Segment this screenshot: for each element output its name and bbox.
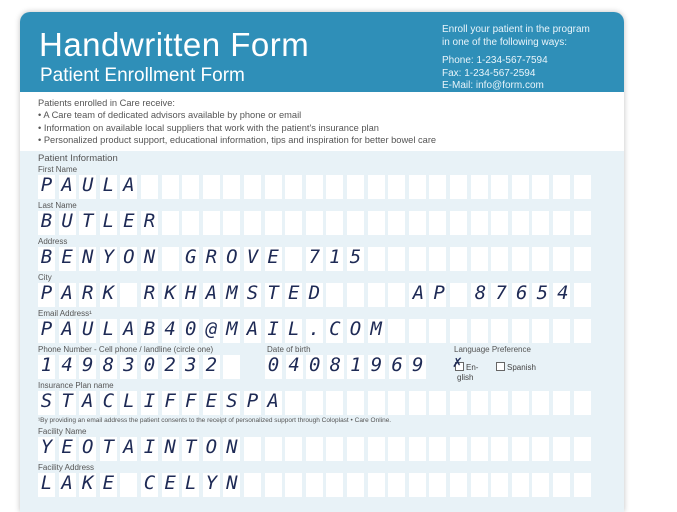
handwritten-char: I (267, 318, 279, 340)
letter-box[interactable] (553, 211, 570, 235)
handwritten-char: P (246, 390, 259, 412)
handwritten-char: Y (40, 436, 53, 458)
handwritten-char: 9 (411, 354, 424, 376)
letter-box[interactable] (450, 175, 467, 199)
letter-box[interactable] (368, 247, 385, 271)
letter-box[interactable] (120, 283, 137, 307)
handwritten-char: 1 (40, 354, 53, 376)
handwritten-char: 5 (536, 282, 549, 304)
handwritten-char: 5 (349, 246, 362, 268)
letter-box[interactable] (203, 175, 220, 199)
handwritten-char: E (267, 246, 279, 268)
handwritten-char: D (308, 282, 321, 304)
letter-box[interactable] (450, 247, 467, 271)
handwritten-char: 9 (81, 354, 94, 376)
letter-box[interactable] (471, 437, 488, 461)
handwritten-char: I (143, 436, 156, 458)
handwritten-char: 0 (184, 318, 197, 340)
handwritten-char: S (246, 282, 259, 304)
letter-box[interactable] (491, 319, 508, 343)
handwritten-char: A (267, 390, 279, 412)
handwritten-char: 1 (350, 354, 362, 376)
handwritten-char: B (40, 246, 53, 268)
letter-box[interactable] (244, 211, 261, 235)
handwritten-char: N (226, 472, 238, 494)
letter-box[interactable] (120, 473, 137, 497)
letter-box[interactable] (368, 473, 385, 497)
letter-box[interactable] (491, 175, 508, 199)
letter-box[interactable] (306, 211, 323, 235)
handwritten-char: T (102, 436, 115, 458)
letter-box[interactable] (553, 473, 570, 497)
letter-box[interactable] (285, 211, 302, 235)
handwritten-char: C (329, 318, 341, 340)
handwritten-char: E (61, 436, 73, 458)
letter-box[interactable] (450, 319, 467, 343)
handwritten-char: U (81, 174, 94, 196)
letter-box[interactable] (368, 175, 385, 199)
letter-box[interactable] (553, 175, 570, 199)
handwritten-char: 7 (495, 282, 507, 304)
letter-box[interactable] (368, 391, 385, 415)
letter-box[interactable] (471, 319, 488, 343)
section-title: Patient Information (38, 153, 118, 164)
letter-box[interactable] (409, 247, 426, 271)
handwritten-char: A (123, 174, 135, 196)
letter-box[interactable] (326, 437, 343, 461)
letter-box[interactable] (265, 473, 282, 497)
handwritten-char: M (226, 318, 238, 340)
letter-box[interactable] (285, 391, 302, 415)
contact-info (442, 24, 622, 93)
letter-box[interactable] (244, 473, 261, 497)
handwritten-char: T (61, 390, 73, 412)
handwritten-char: A (123, 436, 135, 458)
handwritten-char: V (246, 246, 259, 268)
city-label: City (38, 273, 52, 282)
dob-label: Date of birth (267, 345, 311, 354)
letter-box[interactable] (409, 437, 426, 461)
letter-box[interactable] (368, 437, 385, 461)
handwritten-char: . (308, 318, 321, 340)
letter-box[interactable] (574, 247, 591, 271)
handwritten-char: C (143, 472, 156, 494)
letter-box[interactable] (471, 247, 488, 271)
handwritten-char: S (40, 390, 53, 412)
handwritten-char: L (102, 210, 115, 232)
handwritten-char: L (123, 390, 135, 412)
letter-box[interactable] (182, 175, 199, 199)
letter-box[interactable] (285, 175, 302, 199)
handwritten-char: E (164, 472, 176, 494)
letter-box[interactable] (429, 391, 446, 415)
handwritten-char: O (349, 318, 362, 340)
handwritten-char: A (246, 318, 259, 340)
letter-box[interactable] (223, 211, 240, 235)
letter-box[interactable] (429, 473, 446, 497)
letter-box[interactable] (326, 211, 343, 235)
letter-box[interactable] (471, 391, 488, 415)
handwritten-char: O (123, 246, 135, 268)
letter-box[interactable] (512, 319, 529, 343)
handwritten-char: A (205, 282, 218, 304)
handwritten-char: B (40, 210, 53, 232)
check-x-icon: ✗ (452, 356, 463, 371)
contact-intro-line-2: in one of the following ways: (442, 36, 568, 48)
letter-box[interactable] (491, 437, 508, 461)
handwritten-char: P (40, 318, 53, 340)
letter-box[interactable] (532, 473, 549, 497)
letter-box[interactable] (574, 391, 591, 415)
email-footnote: ¹By providing an email address the patient consents to the receipt of personalized support through Coloplast • Care Online. (38, 417, 392, 424)
handwritten-char: A (61, 472, 73, 494)
letter-box[interactable] (450, 437, 467, 461)
letter-box[interactable] (223, 355, 240, 379)
letter-box[interactable] (347, 391, 364, 415)
enrollment-form (20, 12, 624, 512)
letter-box[interactable] (409, 211, 426, 235)
letter-box[interactable] (450, 473, 467, 497)
letter-box[interactable] (429, 319, 446, 343)
handwritten-char: N (81, 246, 94, 268)
handwritten-char: T (81, 210, 94, 232)
form-header (20, 12, 624, 92)
handwritten-char: A (412, 282, 425, 304)
email-label: Email Address¹ (38, 309, 92, 318)
handwritten-char: U (61, 210, 73, 232)
handwritten-char: L (40, 472, 53, 494)
letter-box[interactable] (429, 437, 446, 461)
letter-box[interactable] (491, 473, 508, 497)
letter-box[interactable] (574, 473, 591, 497)
last-name-label: Last Name (38, 201, 77, 210)
handwritten-char: N (143, 246, 156, 268)
benefit-item: • Personalized product support, educational information, tips and inspiration for better bowel care (38, 134, 437, 145)
first-name-label: First Name (38, 165, 78, 174)
letter-box[interactable] (471, 473, 488, 497)
handwritten-char: 6 (391, 354, 403, 376)
handwritten-char: R (143, 282, 156, 304)
letter-box[interactable] (347, 473, 364, 497)
handwritten-char: P (433, 282, 445, 304)
handwritten-char: A (81, 390, 94, 412)
handwritten-char: H (184, 282, 197, 304)
contact-fax: Fax: 1-234-567-2594 (442, 67, 536, 79)
handwritten-char: L (102, 318, 115, 340)
letter-box[interactable] (368, 283, 385, 307)
handwritten-char: R (205, 246, 218, 268)
handwritten-char: 1 (329, 246, 341, 268)
letter-box[interactable] (429, 211, 446, 235)
letter-box[interactable] (388, 283, 405, 307)
letter-box[interactable] (574, 175, 591, 199)
handwritten-char: @ (205, 318, 218, 340)
handwritten-char: L (184, 472, 197, 494)
handwritten-char: S (226, 390, 238, 412)
letter-box[interactable] (326, 473, 343, 497)
letter-box[interactable] (388, 175, 405, 199)
handwritten-char: E (287, 282, 300, 304)
letter-box[interactable] (532, 211, 549, 235)
letter-box[interactable] (574, 283, 591, 307)
handwritten-char: U (81, 318, 94, 340)
letter-box[interactable] (512, 473, 529, 497)
handwritten-char: 9 (370, 354, 383, 376)
letter-box[interactable] (306, 391, 323, 415)
handwritten-char: N (164, 436, 176, 458)
handwritten-char: 0 (143, 354, 156, 376)
handwritten-char: F (184, 390, 197, 412)
letter-box[interactable] (347, 437, 364, 461)
letter-box[interactable] (532, 319, 549, 343)
letter-box[interactable] (553, 247, 570, 271)
phone-label: Phone Number - Cell phone / landline (circle one) (38, 345, 214, 354)
letter-box[interactable] (471, 211, 488, 235)
letter-box[interactable] (471, 175, 488, 199)
handwritten-char: A (61, 318, 73, 340)
letter-box[interactable] (491, 211, 508, 235)
letter-box[interactable] (388, 437, 405, 461)
handwritten-char: 8 (474, 282, 487, 304)
letter-box[interactable] (450, 211, 467, 235)
letter-box[interactable] (409, 175, 426, 199)
letter-box[interactable] (388, 391, 405, 415)
letter-box[interactable] (265, 437, 282, 461)
letter-box[interactable] (265, 175, 282, 199)
letter-box[interactable] (553, 391, 570, 415)
handwritten-char: O (81, 436, 94, 458)
handwritten-char: T (267, 282, 279, 304)
letter-box[interactable] (574, 211, 591, 235)
handwritten-char: P (40, 282, 53, 304)
letter-box[interactable] (409, 473, 426, 497)
handwritten-char: E (61, 246, 73, 268)
handwritten-char: 3 (184, 354, 197, 376)
benefits-intro (38, 97, 436, 146)
handwritten-char: 7 (308, 246, 321, 268)
letter-box[interactable] (368, 211, 385, 235)
letter-box[interactable] (553, 437, 570, 461)
letter-box[interactable] (388, 247, 405, 271)
handwritten-char: 8 (329, 354, 342, 376)
address-label: Address (38, 237, 68, 246)
letter-box[interactable] (285, 473, 302, 497)
letter-box[interactable] (347, 175, 364, 199)
handwritten-char: E (205, 390, 218, 412)
letter-box[interactable] (203, 211, 220, 235)
handwritten-char: I (143, 390, 156, 412)
letter-box[interactable] (347, 211, 364, 235)
handwritten-char: A (61, 282, 73, 304)
handwritten-char: Y (102, 246, 115, 268)
letter-box[interactable] (326, 391, 343, 415)
handwritten-char: R (143, 210, 156, 232)
letter-box[interactable] (162, 211, 179, 235)
english-option-label: En- (466, 363, 479, 372)
handwritten-char: 4 (164, 318, 176, 340)
handwritten-char: E (123, 210, 135, 232)
letter-box[interactable] (162, 247, 179, 271)
letter-box[interactable] (285, 437, 302, 461)
letter-box[interactable] (265, 211, 282, 235)
handwritten-char: M (370, 318, 382, 340)
handwritten-char: A (61, 174, 73, 196)
letter-box[interactable] (141, 175, 158, 199)
handwritten-char: L (102, 174, 115, 196)
handwritten-char: K (164, 282, 176, 304)
handwritten-char: 4 (61, 354, 73, 376)
letter-box[interactable] (450, 391, 467, 415)
handwritten-char: E (102, 472, 115, 494)
benefit-item: • Information on available local suppliers that work with the patient's insurance plan (38, 122, 379, 133)
letter-box[interactable] (182, 211, 199, 235)
handwritten-char: T (184, 436, 197, 458)
handwritten-char: 0 (267, 354, 280, 376)
letter-box[interactable] (326, 283, 343, 307)
letter-box[interactable] (512, 247, 529, 271)
letter-box[interactable] (512, 175, 529, 199)
handwritten-char: Y (205, 472, 218, 494)
contact-intro-line-1: Enroll your patient in the program (442, 24, 590, 35)
language-label: Language Preference (454, 345, 531, 354)
handwritten-char: 4 (557, 282, 569, 304)
letter-box[interactable] (285, 247, 302, 271)
facility-name-label: Facility Name (38, 427, 87, 436)
letter-box[interactable] (553, 319, 570, 343)
letter-box[interactable] (306, 437, 323, 461)
letter-box[interactable] (306, 175, 323, 199)
letter-box[interactable] (532, 175, 549, 199)
letter-box[interactable] (574, 437, 591, 461)
letter-box[interactable] (532, 437, 549, 461)
handwritten-char: F (164, 390, 176, 412)
letter-box[interactable] (306, 473, 323, 497)
handwritten-char: K (102, 282, 115, 304)
handwritten-char: 4 (288, 354, 300, 376)
letter-box[interactable] (532, 391, 549, 415)
benefits-lead: Patients enrolled in Care receive: (38, 98, 175, 108)
benefit-item: • A Care team of dedicated advisors available by phone or email (38, 110, 302, 121)
handwritten-char: 6 (515, 282, 528, 304)
english-option-label-2: glish (457, 373, 474, 382)
form-subtitle: Patient Enrollment Form (40, 65, 245, 86)
handwritten-char: 2 (205, 354, 218, 376)
letter-box[interactable] (223, 175, 240, 199)
handwritten-char: P (40, 174, 53, 196)
letter-box[interactable] (532, 247, 549, 271)
handwritten-char: L (287, 318, 300, 340)
contact-email: E-Mail: info@form.com (442, 80, 544, 91)
letter-box[interactable] (491, 247, 508, 271)
letter-box[interactable] (409, 319, 426, 343)
handwritten-char: N (226, 436, 238, 458)
handwritten-char: 8 (102, 354, 115, 376)
letter-box[interactable] (429, 247, 446, 271)
handwritten-char: A (123, 318, 135, 340)
handwritten-char: K (81, 472, 94, 494)
letter-box[interactable] (388, 473, 405, 497)
insurance-label: Insurance Plan name (38, 381, 114, 390)
letter-box[interactable] (388, 211, 405, 235)
handwritten-char: C (102, 390, 115, 412)
handwritten-char: M (226, 282, 238, 304)
letter-box[interactable] (326, 175, 343, 199)
form-title: Handwritten Form (39, 26, 310, 63)
letter-box[interactable] (512, 437, 529, 461)
facility-address-label: Facility Address (38, 463, 95, 472)
spanish-option-label: Spanish (507, 363, 536, 372)
letter-box[interactable] (574, 319, 591, 343)
letter-box[interactable] (244, 437, 261, 461)
letter-box[interactable] (388, 319, 405, 343)
letter-box[interactable] (244, 175, 261, 199)
spanish-checkbox[interactable] (496, 362, 505, 371)
handwritten-char: G (184, 246, 197, 268)
handwritten-char: O (226, 246, 238, 268)
handwritten-char: 0 (308, 354, 321, 376)
letter-box[interactable] (491, 391, 508, 415)
letter-box[interactable] (512, 211, 529, 235)
letter-box[interactable] (409, 391, 426, 415)
letter-box[interactable] (512, 391, 529, 415)
letter-box[interactable] (162, 175, 179, 199)
letter-box[interactable] (429, 175, 446, 199)
handwritten-char: 3 (123, 354, 135, 376)
letter-box[interactable] (347, 283, 364, 307)
handwritten-char: B (143, 318, 156, 340)
letter-box[interactable] (450, 283, 467, 307)
handwritten-char: 2 (164, 354, 176, 376)
contact-phone: Phone: 1-234-567-7594 (442, 55, 548, 66)
handwritten-char: R (81, 282, 94, 304)
handwritten-char: O (205, 436, 218, 458)
